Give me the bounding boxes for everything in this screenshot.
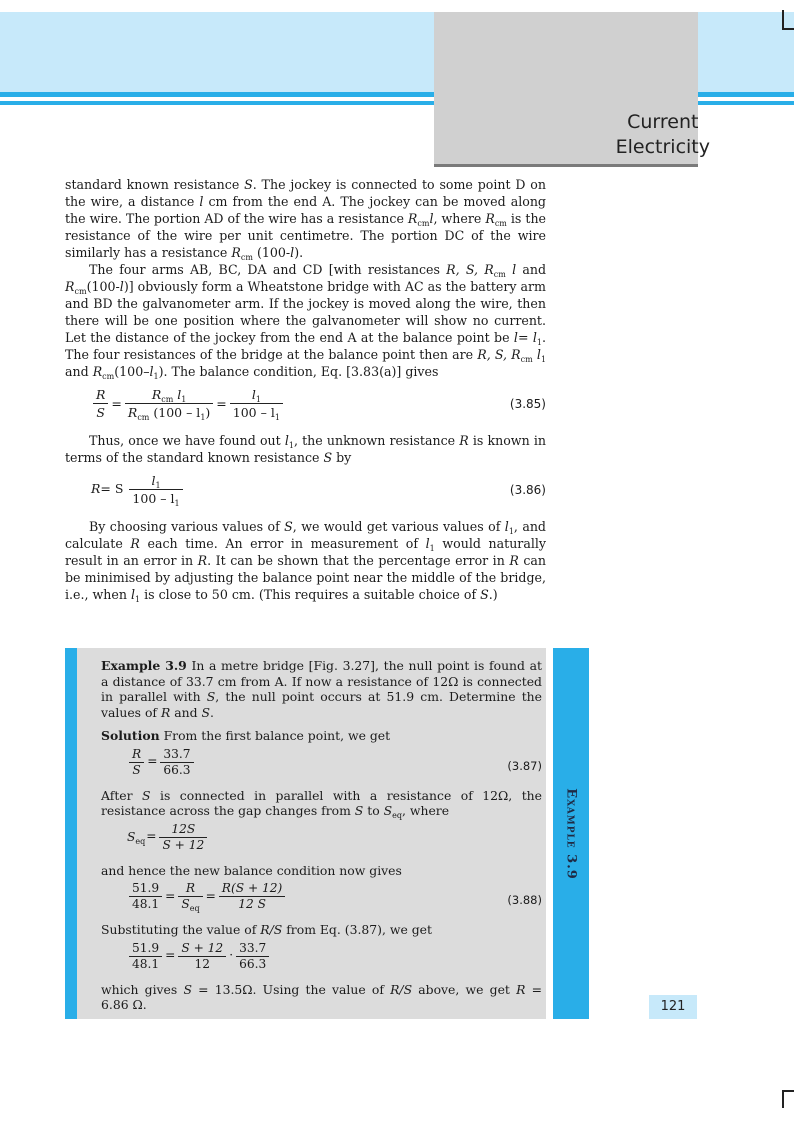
crop-mark xyxy=(782,1090,784,1108)
main-text xyxy=(65,176,546,603)
paragraph: standard known resistance S. The jockey is connected to some point D on the wire, a distance l cm from the end A. The jockey can be moved along the wire. The portion AD of the wire has a resistance $R_{cm}l$, where $R_{cm}$ is the resistance of the wire per unit centimetre. The portion DC of the wire similarly has a resistance $R_{cm}$ (100-l). xyxy=(65,177,547,262)
example-box xyxy=(65,648,546,1019)
equation-number: (3.85) xyxy=(509,397,546,411)
solution-intro: Solution From the first balance point, we get xyxy=(101,728,391,743)
chapter-title xyxy=(616,110,710,160)
paragraph: After S is connected in parallel with a resistance of 12Ω, the resistance across the gap changes from S to $S_{eq}$, where xyxy=(101,787,542,820)
paragraph: Substituting the value of R/S from Eq. (3.87), we get xyxy=(101,922,432,937)
paragraph: Thus, once we have found out $l_1$, the unknown resistance R is known in terms of the standard known resistance S by xyxy=(65,433,546,465)
equation-number: (3.88) xyxy=(507,893,542,907)
crop-mark xyxy=(782,1090,794,1092)
example-tab-label: Example 3.9 xyxy=(563,787,579,880)
header-band-right xyxy=(698,12,794,92)
crop-mark xyxy=(782,10,784,30)
equation-number: (3.87) xyxy=(507,758,542,773)
paragraph: and hence the new balance condition now gives xyxy=(101,862,402,878)
equation-seq: $S_{eq}=$ $\frac{12S}{S + 12}$ xyxy=(101,822,542,860)
header-band xyxy=(0,12,434,92)
chapter-title-line: Current xyxy=(627,111,699,133)
header-rule xyxy=(0,92,434,97)
equation-3-87: $\frac{R}{S}$ = $\frac{33.7}{66.3}$ (3.87) xyxy=(101,747,542,785)
header-rule xyxy=(698,101,794,105)
paragraph: By choosing various values of S, we would get various values of $l_1$, and calculate R each time. An error in measurement of $l_1$ would naturally result in an error in R. It can be shown that the percentage error in R can be minimised by adjusting the balance point near the middle of the bridge, i.e., when $l_1$ is close to 50 cm. (This requires a suitable choice of S.) xyxy=(65,519,547,604)
example-side-tab xyxy=(553,648,589,1019)
paragraph: which gives S = 13.5Ω. Using the value of R/S above, we get R = 6.86 Ω. xyxy=(101,981,542,1012)
header-rule xyxy=(0,101,434,105)
paragraph: The four arms AB, BC, DA and CD [with resistances R, S, $R_{cm}$ l and $R_{cm}(100-l)$] obviously form a Wheatstone bridge with AC as the battery arm and BD the galvanometer arm. If the jockey is moved along the wire, then there will be one position where the galvanometer will show no current. Let the distance of the jockey from the end A at the balance point be $l= l_1$. The four resistances of the bridge at the balance point then are R, S, $R_{cm}$ $l_1$ and $R_{cm}(100-l_1)$. The balance condition, Eq. [3.83(a)] gives xyxy=(65,262,547,381)
header-rule xyxy=(698,92,794,97)
solution-label: Solution xyxy=(101,728,160,743)
crop-mark xyxy=(782,28,794,30)
page-number: 121 xyxy=(649,995,697,1019)
equation-3-86: R= S $\frac{l_1}{100 - l_1}$ (3.86) xyxy=(91,473,546,508)
chapter-title-line: Electricity xyxy=(615,136,710,158)
example-title: Example 3.9 xyxy=(101,658,187,673)
equation-3-85: $\frac{R}{S}$ = $\frac{R_{cm} l_1}{R_{cm} (100 - l_1)}$ = $\frac{l_1}{100 - l_1}$ (3.85) xyxy=(65,384,546,428)
equation-number: (3.86) xyxy=(509,483,546,497)
equation-substitution: $\frac{51.9}{48.1}$ = $\frac{S + 12}{12}$ · $\frac{33.7}{66.3}$ xyxy=(101,941,542,979)
equation-3-88: $\frac{51.9}{48.1}$ = $\frac{R}{S_{eq}}$ = $\frac{R(S + 12)}{12 S}$ (3.88) xyxy=(101,881,542,919)
example-question: Example 3.9 In a metre bridge [Fig. 3.27], the null point is found at a distance of 33.7 cm from A. If now a resistance of 12Ω is connected in parallel with S, the null point occurs at 51.9 cm. Determine the values of R and S. xyxy=(101,658,542,720)
